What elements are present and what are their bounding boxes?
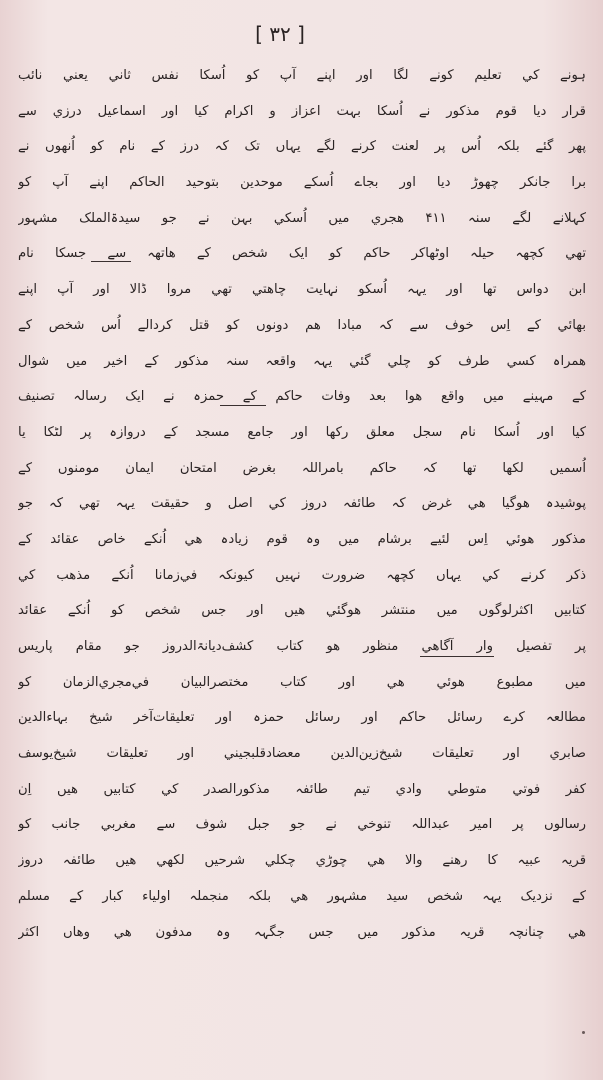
text-line: کتابيں اکثرلوگوں ميں منتشر ھوگئي ھيں اور جس شخص کو اُنکے عقائد <box>18 603 586 619</box>
text-line: ميں مطبوع ھوئي ھي اور کتاب مختصرالبيان في‌مجري‌الزمان کو <box>18 674 586 690</box>
text-line: مطالعہ کرے رسائل حاکم اور رسائل حمزہ اور تعليقات‌آخر شيخ بہاءالدين <box>18 710 586 726</box>
text-line: ھي چنانچہ قريہ مذکور ميں جس جگہہ وہ مدفون ھي وھاں اکثر <box>18 924 586 940</box>
text-line: بھائي کے اِس خوف سے کہ مبادا ھم دونوں کو قتل کردالے اُس شخص کے <box>18 317 586 333</box>
text-line: کے نزديک يہہ شخص سيد مشہور ھي بلکہ منجملہ اولياء کبار کے مسلم <box>18 888 586 904</box>
text-line: قريہ عبيہ کا رھنے والا ھي چوڑي چکلي شرحيں لکھي ھيں طائفہ دروز <box>18 853 586 869</box>
text-line: تھي کچھہ حيلہ اوٹھاکر حاکم کو ايک شخص کے ھاتھہ سے جسکا نام <box>18 246 586 262</box>
text-line: اُسميں لکھا تھا کہ حاکم بامراللہ بغرض امتحان ايمان مومنوں کے <box>18 460 586 476</box>
overline-mark <box>420 656 494 657</box>
text-line: پوشيدہ ھوگيا ھي غرض کہ طائفہ دروز کي اصل و حقيقت يہہ تھي کہ جو <box>18 496 586 512</box>
text-line: مذکور ھوئي اِس لئيے برشام ميں وہ قوم زيادہ ھي اُنکے خاص عقائد کے <box>18 531 586 547</box>
text-line: ہونے کي تعليم کونے لگا اور اپنے آپ کو اُسکا نفس ثاني يعني نائب <box>18 68 586 83</box>
text-line: قرار ديا قوم مذکور نے اُسکا بہت اعزاز و اکرام کيا اور اسماعيل درزي سے <box>18 103 586 119</box>
page-number: [ ۳۲ ] <box>255 22 305 46</box>
text-line: پر تفصيل وار آگاھي منظور ھو کتاب کشف‌دیانۃالدروز جو مقام پاريس <box>18 639 586 654</box>
text-line: ھمراہ کسي طرف کو چلي گئي يہہ واقعہ سنہ مذکور کے اخير ميں شوال <box>18 353 586 369</box>
text-line: ذکر کرنے کي يہاں کچھہ ضرورت نہيں کيونکہ في‌زمانا اُنکے مذھب کي <box>18 567 586 583</box>
text-line: پھر گئے بلکہ اُس پر لعنت کرنے لگے يہاں تک کہ درز کے نام کو اُنھوں نے <box>18 139 586 155</box>
overline-mark <box>91 261 131 262</box>
text-line: صابري اور تعليقات شيخ‌زين‌الدين معضادقلبجيني اور تعليقات شيخ‌يوسف <box>18 746 586 762</box>
text-line: ابن دواس تھا اور يہہ اُسکو نہايت چاھتي تھي مروا ڈالا اور آپ اپنے <box>18 282 586 298</box>
text-line: کے مہينے ميں واقع ھوا بعد وفات حاکم کے حمزہ نے ايک رسالہ تصنيف <box>18 389 586 405</box>
ink-dot <box>582 1031 585 1034</box>
body-text <box>18 58 586 950</box>
text-line: برا جانکر چھوڑ ديا اور بجاے اُسکے موحدين بتوحيد الحاکم اپنے آپ کو <box>18 175 586 191</box>
text-line: کہلانے لگے سنہ ۴۱۱ ھجري ميں اُسکي بہن نے جو سيدۃالملک مشہور <box>18 210 586 226</box>
text-line: رسالوں پر امير عبداللہ تنوخي نے جو جبل شوف سے مغربي جانب کو <box>18 817 586 833</box>
text-line: کيا اور اُسکا نام سجل معلق رکھا اور جامع مسجد کے دروازہ پر لٹکا يا <box>18 424 586 440</box>
overline-mark <box>220 405 266 406</box>
text-line: کفر فوتي متوطي وادي تيم طائفہ مذکورالصدر کي کتابيں ھيں اِن <box>18 781 586 797</box>
